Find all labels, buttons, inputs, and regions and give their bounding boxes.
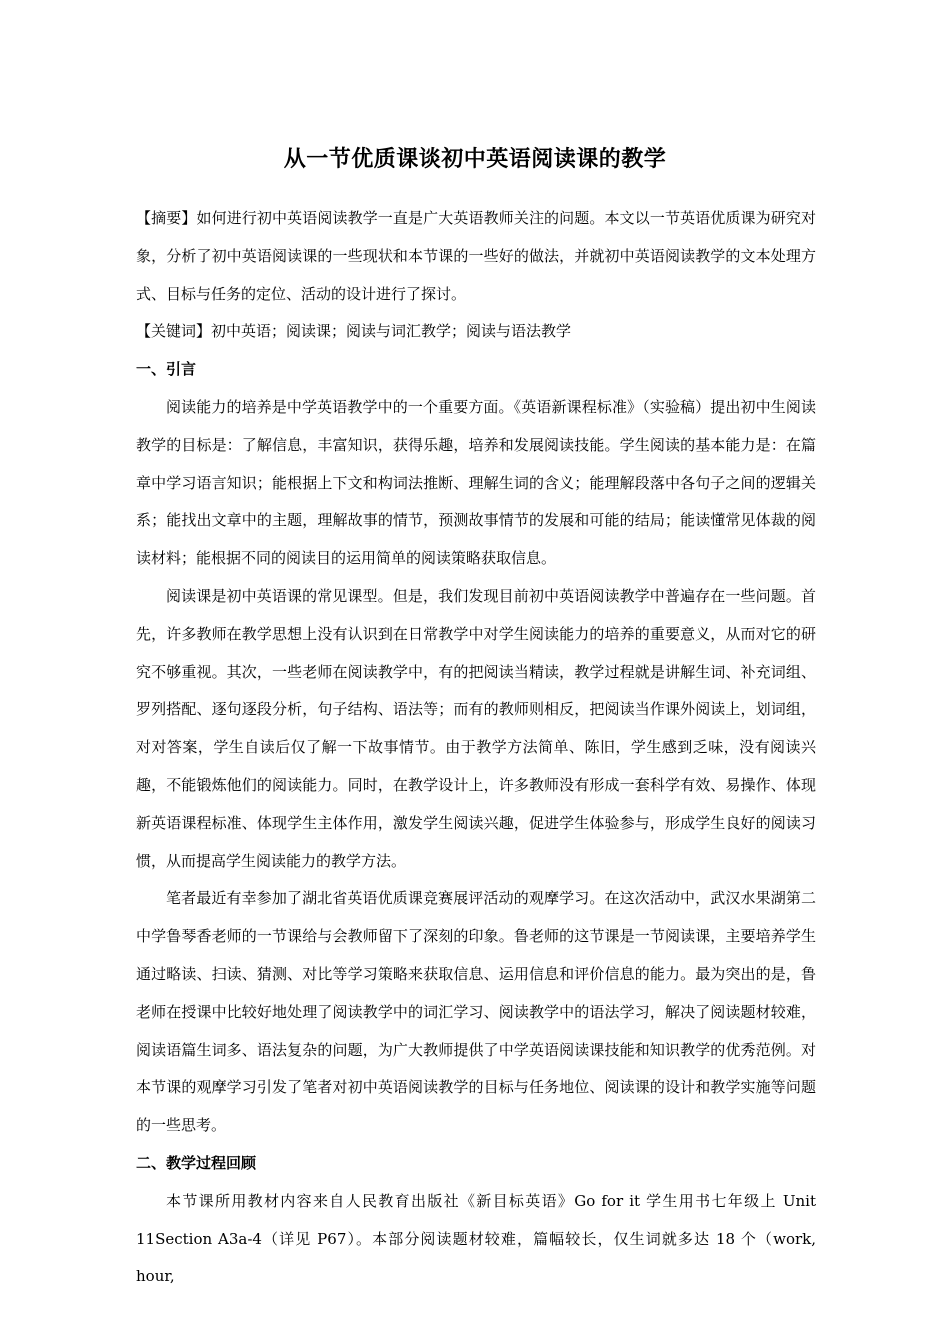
document-title: 从一节优质课谈初中英语阅读课的教学 (283, 147, 667, 172)
paragraph: 阅读课是初中英语课的常见课型。但是，我们发现目前初中英语阅读教学中普遍存在一些问题。首先，许多教师在教学思想上没有认识到在日常教学中对学生阅读能力的培养的重要意义，从而对它的研究不够重视。其次，一些老师在阅读教学中，有的把阅读当精读，教学过程就是讲解生词、补充词组、罗列搭配、逐句逐段分析，句子结构、语法等；而有的教师则相反，把阅读当作课外阅读上，划词组，对对答案，学生自读后仅了解一下故事情节。由于教学方法简单、陈旧，学生感到乏味，没有阅读兴趣，不能锻炼他们的阅读能力。同时，在教学设计上，许多教师没有形成一套科学有效、易操作、体现新英语课程标准、体现学生主体作用，激发学生阅读兴趣，促进学生体验参与，形成学生良好的阅读习惯，从而提高学生阅读能力的教学方法。 (136, 586, 816, 870)
document-body (136, 200, 816, 1296)
paragraph: 本节课所用教材内容来自人民教育出版社《新目标英语》Go for it 学生用书七年级上 Unit 11Section A3a-4（详见 P67）。本部分阅读题材较难，篇幅较长，仅生词就多达 18 个（work, hour, (136, 1191, 816, 1286)
abstract-text: 如何进行初中英语阅读教学一直是广大英语教师关注的问题。本文以一节英语优质课为研究对象，分析了初中英语阅读课的一些现状和本节课的一些好的做法，并就初中英语阅读教学的文本处理方式、目标与任务的定位、活动的设计进行了探讨。 (136, 209, 816, 303)
abstract (136, 200, 816, 313)
abstract-label: 【摘要】 (136, 209, 197, 227)
section-heading-review: 二、教学过程回顾 (136, 1153, 257, 1172)
keywords (136, 313, 816, 351)
section-heading-introduction: 一、引言 (136, 360, 197, 379)
paragraph: 阅读能力的培养是中学英语教学中的一个重要方面。《英语新课程标准》（实验稿）提出初中生阅读教学的目标是：了解信息，丰富知识，获得乐趣，培养和发展阅读技能。学生阅读的基本能力是：在篇章中学习语言知识；能根据上下文和构词法推断、理解生词的含义；能理解段落中各句子之间的逻辑关系；能找出文章中的主题，理解故事的情节，预测故事情节的发展和可能的结局；能读懂常见体裁的阅读材料；能根据不同的阅读目的运用简单的阅读策略获取信息。 (136, 397, 816, 568)
keywords-label: 【关键词】 (136, 322, 212, 341)
paragraph: 笔者最近有幸参加了湖北省英语优质课竞赛展评活动的观摩学习。在这次活动中，武汉水果湖第二中学鲁琴香老师的一节课给与会教师留下了深刻的印象。鲁老师的这节课是一节阅读课，主要培养学生通过略读、扫读、猜测、对比等学习策略来获取信息、运用信息和评价信息的能力。最为突出的是，鲁老师在授课中比较好地处理了阅读教学中的词汇学习、阅读教学中的语法学习，解决了阅读题材较难，阅读语篇生词多、语法复杂的问题，为广大教师提供了中学英语阅读课技能和知识教学的优秀范例。对本节课的观摩学习引发了笔者对初中英语阅读教学的目标与任务地位、阅读课的设计和教学实施等问题的一些思考。 (136, 889, 816, 1135)
keywords-text: 初中英语；阅读课；阅读与词汇教学；阅读与语法教学 (211, 322, 572, 341)
